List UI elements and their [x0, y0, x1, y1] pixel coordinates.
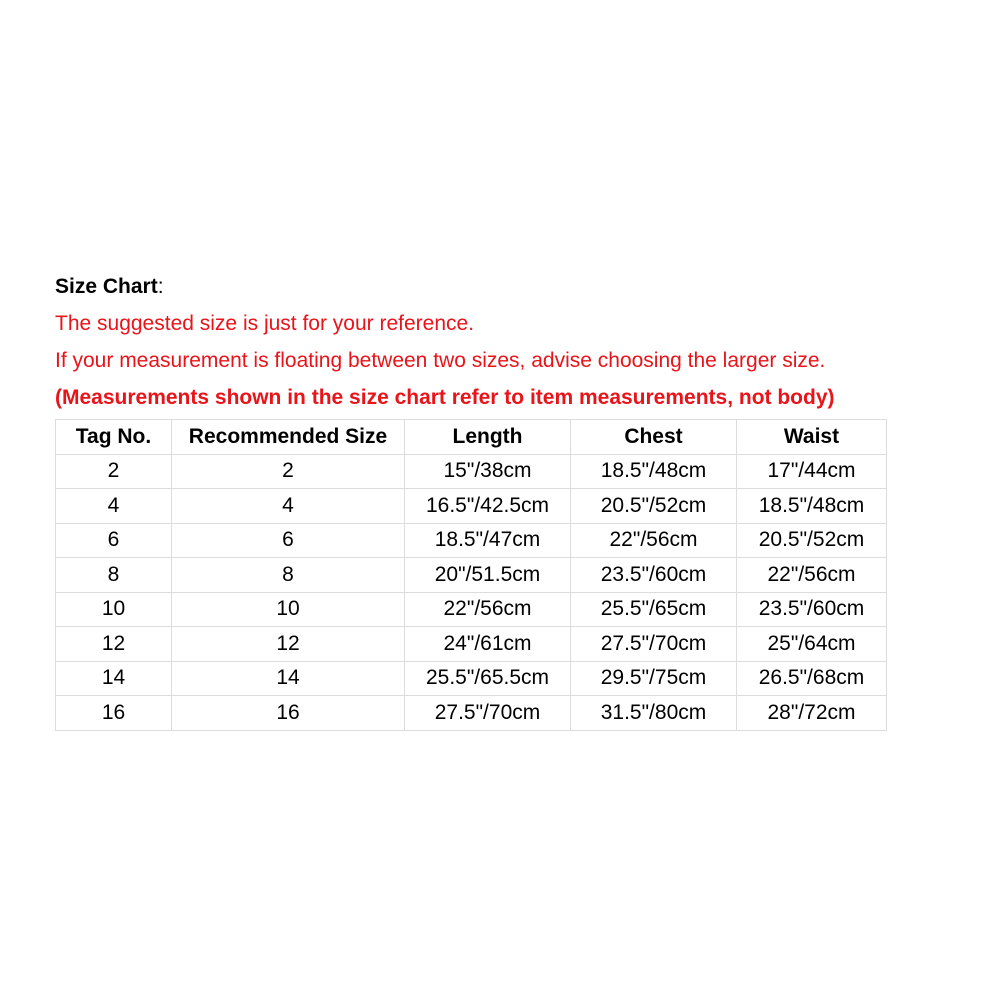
- cell-length: 25.5"/65.5cm: [405, 661, 571, 696]
- cell-recommended-size: 6: [172, 523, 405, 558]
- table-row: [56, 454, 887, 489]
- cell-length: 24"/61cm: [405, 627, 571, 662]
- size-chart-title: Size Chart: [55, 275, 158, 298]
- cell-chest: 25.5"/65cm: [571, 592, 737, 627]
- cell-tag-no: 10: [56, 592, 172, 627]
- reference-note: The suggested size is just for your reference.: [55, 312, 475, 335]
- cell-waist: 23.5"/60cm: [737, 592, 887, 627]
- column-header-length: Length: [405, 420, 571, 455]
- table-row: [56, 627, 887, 662]
- column-header-waist: Waist: [737, 420, 887, 455]
- cell-length: 20"/51.5cm: [405, 558, 571, 593]
- cell-tag-no: 4: [56, 489, 172, 524]
- cell-length: 15"/38cm: [405, 454, 571, 489]
- table-row: [56, 558, 887, 593]
- cell-recommended-size: 16: [172, 696, 405, 731]
- cell-length: 27.5"/70cm: [405, 696, 571, 731]
- cell-waist: 28"/72cm: [737, 696, 887, 731]
- table-header-row: [56, 420, 887, 455]
- size-chart-heading: [55, 268, 975, 305]
- cell-waist: 18.5"/48cm: [737, 489, 887, 524]
- cell-waist: 26.5"/68cm: [737, 661, 887, 696]
- cell-waist: 25"/64cm: [737, 627, 887, 662]
- cell-chest: 20.5"/52cm: [571, 489, 737, 524]
- cell-recommended-size: 4: [172, 489, 405, 524]
- cell-tag-no: 8: [56, 558, 172, 593]
- cell-waist: 22"/56cm: [737, 558, 887, 593]
- cell-recommended-size: 12: [172, 627, 405, 662]
- column-header-tag-no: Tag No.: [56, 420, 172, 455]
- table-row: [56, 696, 887, 731]
- column-header-chest: Chest: [571, 420, 737, 455]
- table-row: [56, 661, 887, 696]
- column-header-recommended-size: Recommended Size: [172, 420, 405, 455]
- cell-length: 18.5"/47cm: [405, 523, 571, 558]
- cell-chest: 18.5"/48cm: [571, 454, 737, 489]
- cell-chest: 23.5"/60cm: [571, 558, 737, 593]
- cell-length: 22"/56cm: [405, 592, 571, 627]
- larger-size-advice-note: If your measurement is floating between two sizes, advise choosing the larger size.: [55, 349, 826, 372]
- cell-recommended-size: 10: [172, 592, 405, 627]
- size-table: [55, 419, 887, 731]
- cell-chest: 27.5"/70cm: [571, 627, 737, 662]
- table-row: [56, 489, 887, 524]
- cell-recommended-size: 8: [172, 558, 405, 593]
- size-chart-section: [55, 268, 975, 731]
- cell-length: 16.5"/42.5cm: [405, 489, 571, 524]
- cell-chest: 31.5"/80cm: [571, 696, 737, 731]
- cell-tag-no: 12: [56, 627, 172, 662]
- cell-tag-no: 16: [56, 696, 172, 731]
- table-row: [56, 523, 887, 558]
- cell-recommended-size: 14: [172, 661, 405, 696]
- cell-tag-no: 14: [56, 661, 172, 696]
- cell-tag-no: 6: [56, 523, 172, 558]
- cell-recommended-size: 2: [172, 454, 405, 489]
- cell-chest: 29.5"/75cm: [571, 661, 737, 696]
- size-chart-title-colon: :: [157, 275, 164, 298]
- cell-tag-no: 2: [56, 454, 172, 489]
- table-row: [56, 592, 887, 627]
- cell-waist: 17"/44cm: [737, 454, 887, 489]
- cell-chest: 22"/56cm: [571, 523, 737, 558]
- measurement-disclaimer: (Measurements shown in the size chart refer to item measurements, not body): [55, 386, 835, 409]
- cell-waist: 20.5"/52cm: [737, 523, 887, 558]
